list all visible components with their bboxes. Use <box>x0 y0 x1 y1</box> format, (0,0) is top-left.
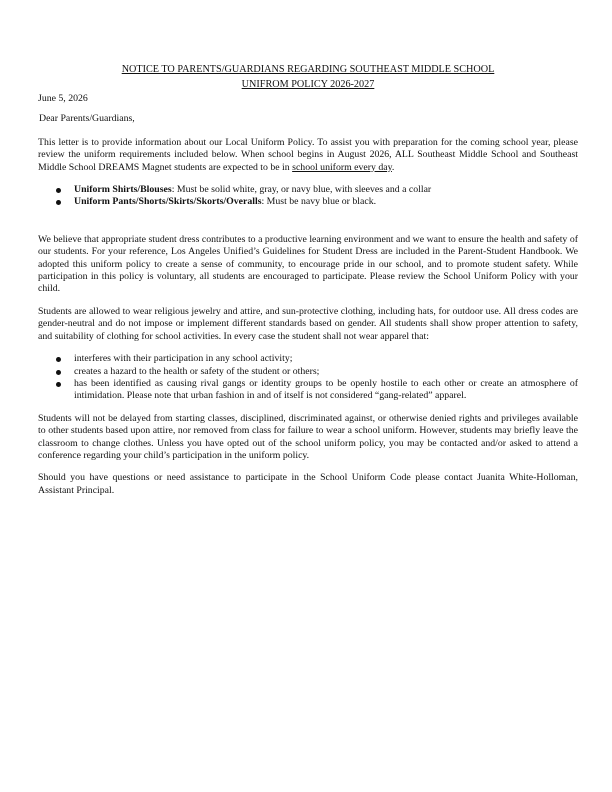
bullet-icon <box>56 188 61 193</box>
notice-title-line-2: UNIFROM POLICY 2026-2027 <box>241 79 375 90</box>
list-item <box>56 184 578 196</box>
intro-paragraph <box>38 137 578 174</box>
condition-text: creates a hazard to the health or safety of the student or others; <box>74 365 320 377</box>
intro-text: This letter is to provide information about our Local Uniform Policy. To assist you with preparation for the coming school year, please review the uniform requirements included below. When school begins in August 2026, ALL Southeast Middle School and Southeast Middle School DREAMS Magnet students are expected to be in <box>38 136 578 173</box>
bullet-icon <box>56 370 61 375</box>
notice-title <box>38 62 578 92</box>
condition-text: interferes with their participation in any school activity; <box>74 353 293 365</box>
list-item <box>56 366 578 378</box>
contact-paragraph: Should you have questions or need assistance to participate in the School Uniform Code please contact Juanita White-Holloman, Assistant Principal. <box>38 472 578 496</box>
environment-paragraph: We believe that appropriate student dress contributes to a productive learning environment and we want to ensure the health and safety of our students. For your reference, Los Angeles Unified’s Guidelines for Student Dress are included in the Parent-Student Handbook. We adopted this uniform policy to create a sense of community, to encourage pride in our school, and to promote student safety. While participation in this policy is voluntary, all students are encouraged to participate. Please review the School Uniform Policy with your child. <box>38 233 578 295</box>
bullet-icon <box>56 357 61 362</box>
bullet-icon <box>56 200 61 205</box>
uniform-item-label: Uniform Pants/Shorts/Skirts/Skorts/Overalls <box>74 196 262 208</box>
letter-date: June 5, 2026 <box>38 93 88 104</box>
uniform-item-label: Uniform Shirts/Blouses <box>74 184 172 196</box>
list-item <box>56 378 578 403</box>
religious-attire-paragraph: Students are allowed to wear religious jewelry and attire, and sun-protective clothing, including hats, for outdoor use. All dress codes are gender-neutral and do not impose or implement different standards based on gender. All students shall show proper attention to safety, and suitability of clothing for school activities. In every case the student shall not wear apparel that: <box>38 305 578 342</box>
list-item <box>56 196 578 208</box>
student-rights-paragraph: Students will not be delayed from starting classes, disciplined, discriminated against, or otherwise denied rights and privileges available to other students based upon attire, nor removed from class for failure to wear a school uniform. However, students may briefly leave the classroom to change clothes. Unless you have opted out of the school uniform policy, you may be contacted and/or asked to attend a conference regarding your child’s participation in the uniform policy. <box>38 412 578 461</box>
notice-title-line-1: NOTICE TO PARENTS/GUARDIANS REGARDING SOUTHEAST MIDDLE SCHOOL <box>121 64 495 75</box>
uniform-item-text: : Must be navy blue or black. <box>261 196 377 208</box>
condition-text: has been identified as causing rival gangs or identity groups to be openly hostile to each other or create an atmosphere of intimidation. Please note that urban fashion in and of itself is not considered “gang-related” apparel. <box>74 377 578 402</box>
uniform-item-text: : Must be solid white, gray, or navy blue, with sleeves and a collar <box>171 184 432 196</box>
bullet-icon <box>56 382 61 387</box>
apparel-conditions-list <box>56 353 578 403</box>
uniform-requirements-list <box>56 184 578 209</box>
intro-end: . <box>391 161 395 173</box>
salutation: Dear Parents/Guardians, <box>39 113 135 125</box>
intro-underlined-text: school uniform every day <box>292 161 392 173</box>
list-item <box>56 353 578 365</box>
